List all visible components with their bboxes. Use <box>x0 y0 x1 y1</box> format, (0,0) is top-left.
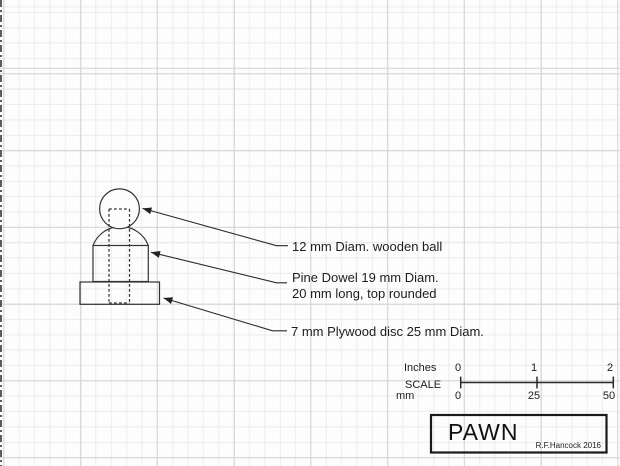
scale-mm-tick-0: 0 <box>454 390 462 402</box>
scale-mm-tick-50: 50 <box>602 390 616 402</box>
pawn-body-outline <box>93 246 148 282</box>
leader-arrow-ball <box>143 208 289 245</box>
pawn-base-outline <box>80 282 160 304</box>
pawn-dome-outline <box>93 226 148 245</box>
leader-arrow-base <box>164 298 288 331</box>
base-annotation-label: 7 mm Plywood disc 25 mm Diam. <box>291 324 484 339</box>
dowel-annotation-label <box>292 270 439 301</box>
scale-mm-tick-25: 25 <box>527 390 541 402</box>
scale-inches-label: Inches <box>404 362 437 374</box>
scale-inch-tick-2: 2 <box>606 362 614 374</box>
scale-inch-tick-1: 1 <box>530 362 538 374</box>
drawing-title: PAWN <box>448 419 519 445</box>
dowel-annotation-line1: Pine Dowel 19 mm Diam. <box>292 270 439 285</box>
scale-bar <box>460 377 614 389</box>
scale-inch-tick-0: 0 <box>454 362 462 374</box>
ball-annotation-label: 12 mm Diam. wooden ball <box>292 239 443 254</box>
dowel-annotation-line2: 20 mm long, top rounded <box>292 285 437 301</box>
drawing-author: R.F.Hancock 2016 <box>535 441 601 450</box>
scale-title-label: SCALE <box>405 379 442 391</box>
scale-mm-label: mm <box>396 390 415 402</box>
leader-arrow-dowel <box>151 252 287 282</box>
